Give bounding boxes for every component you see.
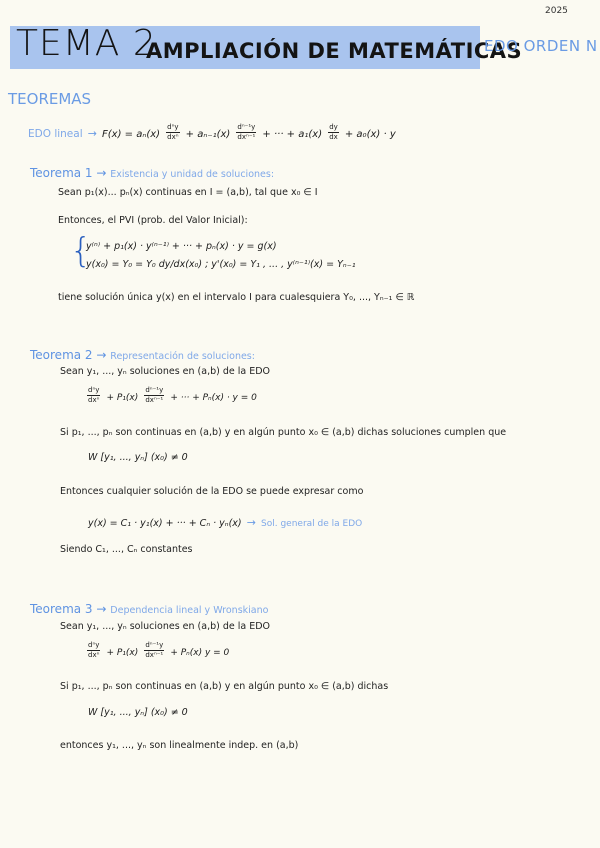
general-solution: y(x) = C₁ · y₁(x) + ··· + Cₙ · yₙ(x): [88, 518, 242, 529]
teorema1-title: Teorema 1: [30, 166, 93, 180]
teorema2-line1: Sean y₁, ..., yₙ soluciones en (a,b) de la EDO: [60, 366, 271, 377]
fraction: $\frac{dy}{dx}$: [329, 123, 338, 141]
arrow-icon: →: [87, 127, 97, 140]
teorema1-heading: [30, 166, 274, 180]
teorema3-heading: [30, 602, 268, 616]
edo-lineal-line: [28, 122, 396, 141]
teorema3-line1: Sean y₁, ..., yₙ soluciones en (a,b) de la EDO: [60, 621, 271, 632]
arrow-icon: →: [246, 516, 256, 529]
teorema2-title: Teorema 2: [30, 348, 93, 362]
teorema3-line3: entonces y₁, ..., yₙ son linealmente indep. en (a,b): [60, 740, 299, 751]
edo-lhs: F(x) = aₙ(x): [102, 129, 161, 140]
fraction: $\frac{\text{dⁿ⁻¹y}}{\text{dxⁿ⁻¹}}$: [145, 386, 164, 404]
teorema3-title: Teorema 3: [30, 602, 93, 616]
brace-icon: {: [70, 231, 92, 271]
teorema3-line2: Si p₁, ..., pₙ son continuas en (a,b) y en algún punto x₀ ∈ (a,b) dichas: [60, 681, 389, 692]
teorema2-general: [88, 511, 362, 530]
fraction: $\frac{\text{dⁿ⁻¹y}}{\text{dxⁿ⁻¹}}$: [237, 123, 256, 141]
teorema1-line2: Entonces, el PVI (prob. del Valor Inicial):: [58, 215, 248, 226]
teorema3-desc: Dependencia lineal y Wronskiano: [110, 605, 269, 616]
fraction: $\frac{\text{dⁿy}}{\text{dxⁿ}}$: [88, 386, 100, 404]
teorema1-system-eq1: y⁽ⁿ⁾ + p₁(x) · y⁽ⁿ⁻¹⁾ + ··· + pₙ(x) · y = g(x): [86, 241, 277, 252]
edo-mid: + aₙ₋₁(x): [185, 129, 231, 140]
page-title: TEMA 2: [16, 23, 157, 64]
teorema2-wronskian: W [y₁, ..., yₙ] (x₀) ≠ 0: [88, 452, 188, 463]
year-label: 2025: [545, 6, 568, 16]
edo-mid2: + ··· + a₁(x): [262, 129, 323, 140]
teorema3-wronskian: W [y₁, ..., yₙ] (x₀) ≠ 0: [88, 707, 188, 718]
teorema2-heading: [30, 348, 255, 362]
subject-title: AMPLIACIÓN DE MATEMÁTICAS: [146, 39, 523, 63]
teorema2-line2: Si p₁, ..., pₙ son continuas en (a,b) y en algún punto x₀ ∈ (a,b) dichas soluciones cumplen que: [60, 427, 507, 438]
fraction: $\frac{\text{dⁿ⁻¹y}}{\text{dxⁿ⁻¹}}$: [145, 641, 164, 659]
edo-lineal-label: EDO lineal: [28, 128, 83, 140]
teorema1-system-eq2: y(x₀) = Y₀ = Y₀ dy/dx(x₀) ; y'(x₀) = Y₁ , ... , y⁽ⁿ⁻¹⁾(x) = Yₙ₋₁: [86, 259, 356, 270]
edo-tail: + a₀(x) · y: [344, 129, 396, 140]
teorema1-line3: tiene solución única y(x) en el intervalo I para cualesquiera Y₀, ..., Yₙ₋₁ ∈ ℝ: [58, 292, 415, 303]
teorema2-line4: Siendo C₁, ..., Cₙ constantes: [60, 544, 193, 555]
section-title: TEOREMAS: [8, 90, 92, 108]
teorema2-line3: Entonces cualquier solución de la EDO se puede expresar como: [60, 486, 364, 497]
general-solution-note: Sol. general de la EDO: [261, 519, 363, 529]
arrow-icon: →: [96, 602, 107, 616]
teorema1-desc: Existencia y unidad de soluciones:: [110, 169, 275, 180]
arrow-icon: →: [96, 166, 107, 180]
fraction: $\frac{\text{dⁿy}}{\text{dxⁿ}}$: [167, 123, 179, 141]
topic-label: EDO ORDEN N: [484, 37, 598, 55]
arrow-icon: →: [96, 348, 107, 362]
fraction: $\frac{\text{dⁿy}}{\text{dxⁿ}}$: [88, 641, 100, 659]
teorema3-edo: $\frac{\text{dⁿy}}{\text{dxⁿ}}$ + P₁(x) $\frac{\text{dⁿ⁻¹y}}{\text{dxⁿ⁻¹}}$ + Pₙ(x) y = 0: [88, 641, 230, 659]
teorema2-edo: $\frac{\text{dⁿy}}{\text{dxⁿ}}$ + P₁(x) $\frac{\text{dⁿ⁻¹y}}{\text{dxⁿ⁻¹}}$ + ··· + Pₙ(x) · y = 0: [88, 386, 257, 404]
teorema1-line1: Sean p₁(x)... pₙ(x) continuas en I = (a,b), tal que x₀ ∈ I: [58, 187, 318, 198]
teorema2-desc: Representación de soluciones:: [110, 351, 255, 362]
